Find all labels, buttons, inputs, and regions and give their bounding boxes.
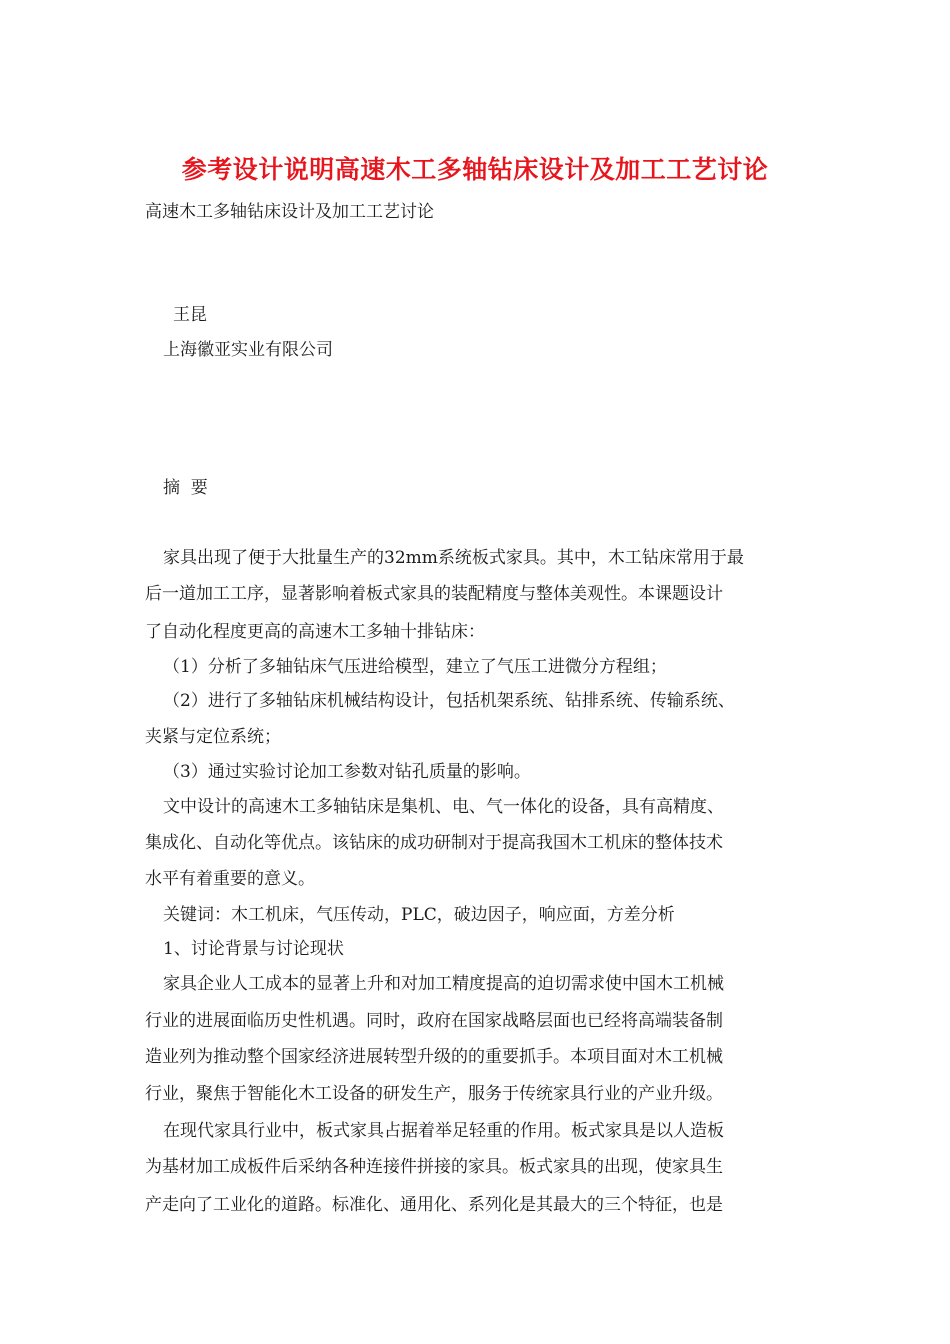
author-affiliation: 上海徽亚实业有限公司 <box>163 340 333 360</box>
abstract-line: 水平有着重要的意义。 <box>145 869 315 889</box>
author-name: 王昆 <box>173 305 207 325</box>
abstract-line: （2）进行了多轴钻床机械结构设计，包括机架系统、钻排系统、传输系统、 <box>163 691 735 711</box>
body-line: 产走向了工业化的道路。标准化、通用化、系列化是其最大的三个特征，也是 <box>145 1195 723 1215</box>
body-line: 家具企业人工成本的显著上升和对加工精度提高的迫切需求使中国木工机械 <box>163 974 724 994</box>
body-line: 行业，聚焦于智能化木工设备的研发生产，服务于传统家具行业的产业升级。 <box>145 1084 723 1104</box>
section-heading: 1、讨论背景与讨论现状 <box>163 939 344 959</box>
abstract-line: （1）分析了多轴钻床气压进给模型，建立了气压工进微分方程组； <box>163 657 667 677</box>
document-subtitle: 高速木工多轴钻床设计及加工工艺讨论 <box>145 202 434 222</box>
body-line: 在现代家具行业中，板式家具占据着举足轻重的作用。板式家具是以人造板 <box>163 1121 724 1141</box>
abstract-line: 夹紧与定位系统； <box>145 727 281 747</box>
body-line: 为基材加工成板件后采纳各种连接件拼接的家具。板式家具的出现，使家具生 <box>145 1157 723 1177</box>
abstract-heading: 摘 要 <box>163 478 208 498</box>
abstract-line: 文中设计的高速木工多轴钻床是集机、电、气一体化的设备，具有高精度、 <box>163 797 724 817</box>
body-line: 行业的进展面临历史性机遇。同时，政府在国家战略层面也已经将高端装备制 <box>145 1011 723 1031</box>
abstract-line: （3）通过实验讨论加工参数对钻孔质量的影响。 <box>163 762 531 782</box>
body-line: 造业列为推动整个国家经济进展转型升级的的重要抓手。本项目面对木工机械 <box>145 1047 723 1067</box>
abstract-line: 家具出现了便于大批量生产的32mm系统板式家具。其中，木工钻床常用于最 <box>163 548 744 568</box>
abstract-line: 后一道加工工序，显著影响着板式家具的装配精度与整体美观性。本课题设计 <box>145 584 723 604</box>
abstract-line: 了自动化程度更高的高速木工多轴十排钻床： <box>145 622 485 642</box>
keywords-line: 关键词：木工机床，气压传动，PLC，破边因子，响应面，方差分析 <box>163 905 675 925</box>
document-title: 参考设计说明高速木工多轴钻床设计及加工工艺讨论 <box>181 155 769 184</box>
abstract-line: 集成化、自动化等优点。该钻床的成功研制对于提高我国木工机床的整体技术 <box>145 833 723 853</box>
